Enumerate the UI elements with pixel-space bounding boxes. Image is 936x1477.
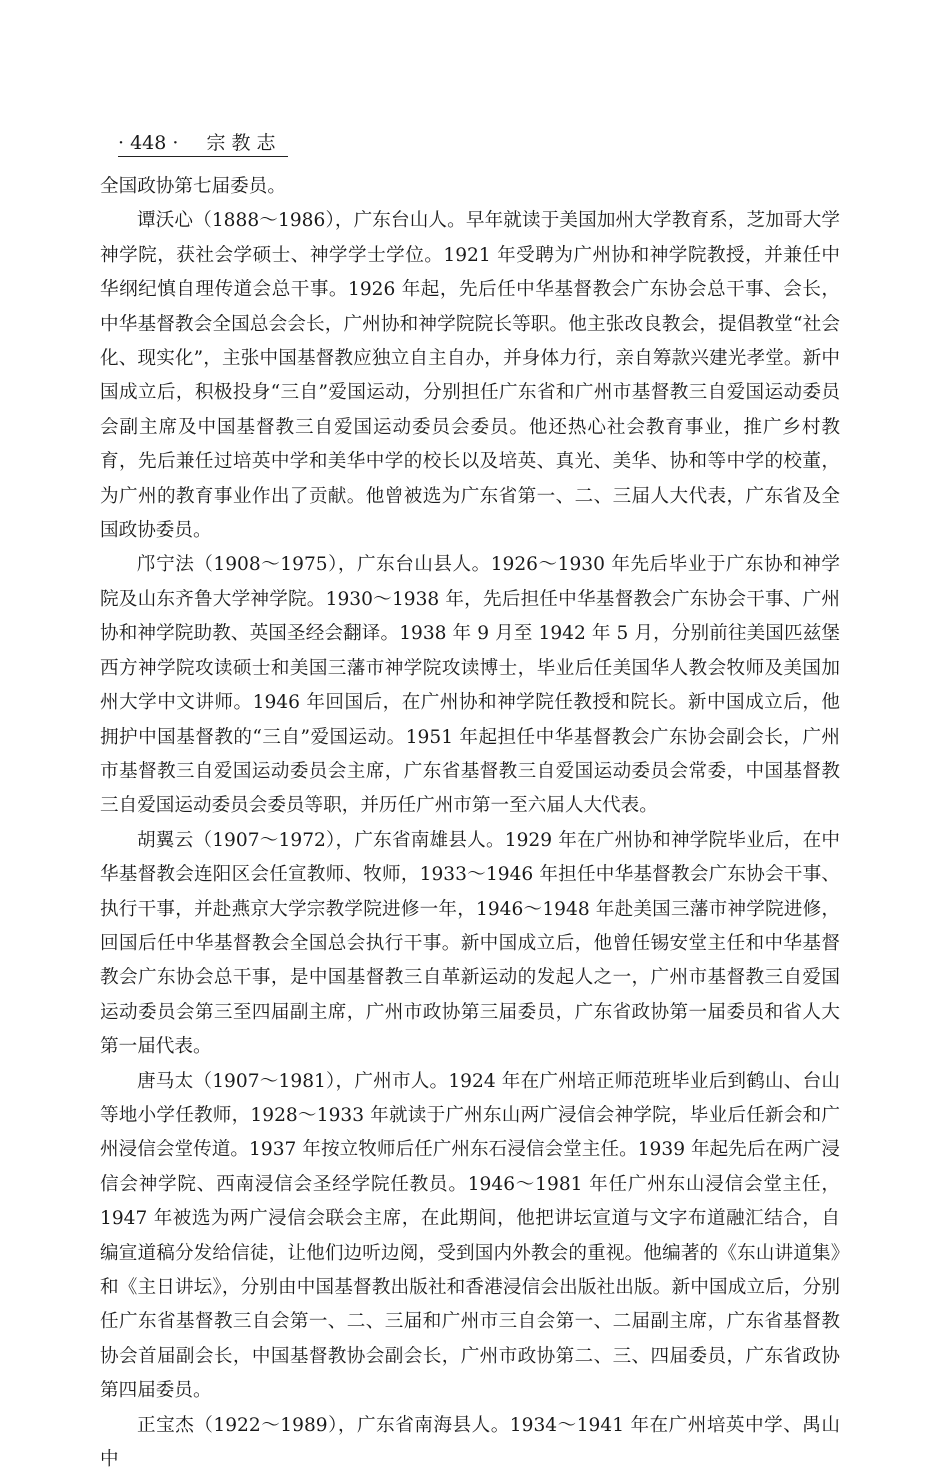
paragraph-continuation: 全国政协第七届委员。 <box>100 176 286 197</box>
body-text <box>100 170 840 1477</box>
paragraph-tan-woxin: 谭沃心（1888～1986），广东台山人。早年就读于美国加州大学教育系，芝加哥大学神学院，获社会学硕士、神学学士学位。1921 年受聘为广州协和神学院教授，并兼任中华纲纪慎自理传道会总干事。1926 年起，先后任中华基督教会广东协会总干事、会长，中华基督教会全国总会会长，广州协和神学院院长等职。他主张改良教会，提倡教堂“社会化、现实化”，主张中国基督教应独立自主自办，并身体力行，亲自筹款兴建光孝堂。新中国成立后，积极投身“三自”爱国运动，分别担任广东省和广州市基督教三自爱国运动委员会副主席及中国基督教三自爱国运动委员会委员。他还热心社会教育事业，推广乡村教育，先后兼任过培英中学和美华中学的校长以及培英、真光、美华、协和等中学的校董，为广州的教育事业作出了贡献。他曾被选为广东省第一、二、三届人大代表，广东省及全国政协委员。 <box>100 210 840 542</box>
paragraph-hu-yiyun: 胡翼云（1907～1972），广东省南雄县人。1929 年在广州协和神学院毕业后，在中华基督教会连阳区会任宣教师、牧师，1933～1946 年担任中华基督教会广东协会干事、执行干事，并赴燕京大学宗教学院进修一年，1946～1948 年赴美国三藩市神学院进修，回国后任中华基督教会全国总会执行干事。新中国成立后，他曾任锡安堂主任和中华基督教会广东协会总干事，是中国基督教三自革新运动的发起人之一，广州市基督教三自爱国运动委员会第三至四届副主席，广州市政协第三届委员，广东省政协第一届委员和省人大第一届代表。 <box>100 829 840 1058</box>
paragraph-zheng-baojie: 正宝杰（1922～1989），广东省南海县人。1934～1941 年在广州培英中学、禺山中 <box>100 1414 840 1471</box>
book-title: 宗教志 <box>206 132 282 154</box>
paragraph-kuang-ningfa: 邝宁法（1908～1975），广东台山县人。1926～1930 年先后毕业于广东协和神学院及山东齐鲁大学神学院。1930～1938 年，先后担任中华基督教会广东协会干事、广州协和神学院助教、英国圣经会翻译。1938 年 9 月至 1942 年 5 月，分别前往美国匹兹堡西方神学院攻读硕士和美国三藩市神学院攻读博士，毕业后任美国华人教会牧师及美国加州大学中文讲师。1946 年回国后，在广州协和神学院任教授和院长。新中国成立后，他拥护中国基督教的“三自”爱国运动。1951 年起担任中华基督教会广东协会副会长，广州市基督教三自爱国运动委员会主席，广东省基督教三自爱国运动委员会常委，中国基督教三自爱国运动委员会委员等职，并历任广州市第一至六届人大代表。 <box>100 554 840 817</box>
page-number: · 448 · <box>118 132 179 154</box>
running-header <box>118 130 288 157</box>
paragraph-tang-mataì: 唐马太（1907～1981），广州市人。1924 年在广州培正师范班毕业后到鹤山、台山等地小学任教师，1928～1933 年就读于广州东山两广浸信会神学院，毕业后任新会和广州浸信会堂传道。1937 年按立牧师后任广州东石浸信会堂主任。1939 年起先后在两广浸信会神学院、西南浸信会圣经学院任教员。1946～1981 年任广州东山浸信会堂主任，1947 年被选为两广浸信会联会主席，在此期间，他把讲坛宣道与文字布道融汇结合，自编宣道稿分发给信徒，让他们边听边阅，受到国内外教会的重视。他编著的《东山讲道集》和《主日讲坛》，分别由中国基督教出版社和香港浸信会出版社出版。新中国成立后，分别任广东省基督教三自会第一、二、三届和广州市三自会第一、二届副主席，广东省基督教协会首届副会长，中国基督教协会副会长，广州市政协第二、三、四届委员，广东省政协第四届委员。 <box>100 1070 840 1402</box>
